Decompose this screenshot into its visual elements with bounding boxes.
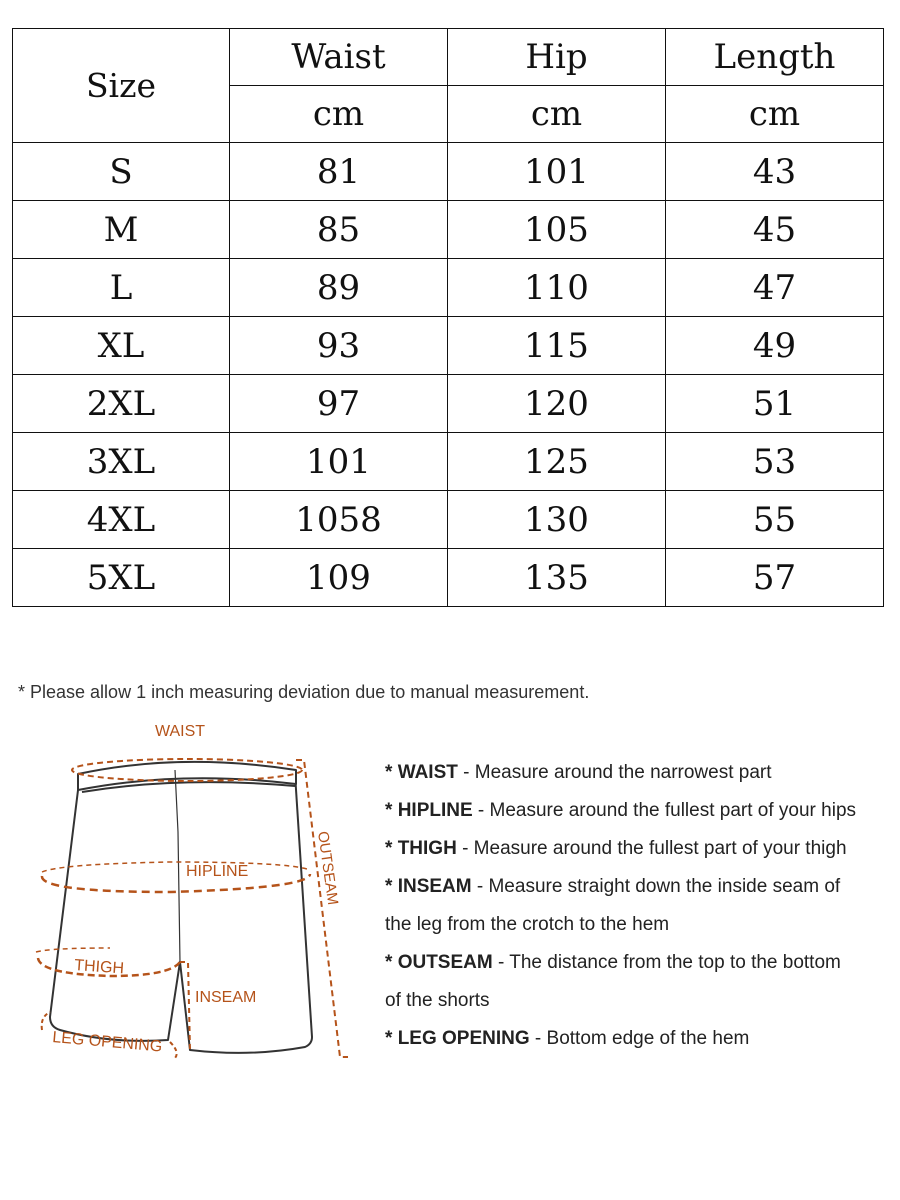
size-cell: M (13, 201, 230, 259)
waist-cell: 1058 (230, 491, 448, 549)
measurement-definitions (385, 754, 895, 1058)
waist-cell: 101 (230, 433, 448, 491)
hip-cell: 105 (448, 201, 666, 259)
definition-text: - Measure around the fullest part of your thigh (456, 838, 847, 859)
shorts-outline (50, 762, 312, 1053)
waist-cell: 85 (230, 201, 448, 259)
size-chart-table (12, 28, 884, 607)
definition-term: HIPLINE (397, 800, 473, 821)
definition-inseam: * INSEAM - Measure straight down the inside seam of (385, 876, 841, 897)
waist-cell: 97 (230, 375, 448, 433)
length-cell: 51 (666, 375, 884, 433)
table-row (13, 317, 884, 375)
definition-outseam: * OUTSEAM - The distance from the top to the bottom (385, 952, 841, 973)
waist-label: WAIST (155, 723, 206, 740)
leg-opening-label: LEG OPENING (51, 1029, 163, 1056)
definition-text: - The distance from the top to the bottom (492, 952, 841, 973)
hip-cell: 115 (448, 317, 666, 375)
length-cell: 49 (666, 317, 884, 375)
size-cell: 3XL (13, 433, 230, 491)
length-cell: 47 (666, 259, 884, 317)
definition-text: - Measure around the fullest part of your hips (472, 800, 857, 821)
waist-cell: 89 (230, 259, 448, 317)
table-row (13, 375, 884, 433)
size-cell: 4XL (13, 491, 230, 549)
definition-term: LEG OPENING (397, 1028, 530, 1049)
size-column-header: Size (13, 29, 230, 143)
table-row (13, 491, 884, 549)
measurement-note: * Please allow 1 inch measuring deviation due to manual measurement. (18, 682, 590, 702)
hip-cell: 110 (448, 259, 666, 317)
definition-waist: * WAIST - Measure around the narrowest part (385, 762, 772, 783)
waist-unit: cm (230, 86, 448, 143)
definition-term: OUTSEAM (397, 952, 493, 973)
table-row (13, 433, 884, 491)
hip-cell: 130 (448, 491, 666, 549)
shorts-measurement-diagram (20, 712, 370, 1082)
definition-text: - Bottom edge of the hem (529, 1028, 750, 1049)
definition-term: WAIST (397, 762, 458, 783)
definition-term: THIGH (397, 838, 457, 859)
definition-inseam-continued: the leg from the crotch to the hem (385, 914, 670, 935)
thigh-label: THIGH (73, 957, 125, 978)
definition-hipline: * HIPLINE - Measure around the fullest part of your hips (385, 800, 857, 821)
inseam-label: INSEAM (195, 989, 257, 1006)
size-cell: 2XL (13, 375, 230, 433)
outseam-label: OUTSEAM (314, 830, 342, 907)
hip-cell: 135 (448, 549, 666, 607)
table-header-row (13, 29, 884, 86)
definition-leg-opening: * LEG OPENING - Bottom edge of the hem (385, 1028, 750, 1049)
definition-thigh: * THIGH - Measure around the fullest part of your thigh (385, 838, 847, 859)
waist-cell: 81 (230, 143, 448, 201)
size-cell: S (13, 143, 230, 201)
table-row (13, 549, 884, 607)
definition-text: - Measure around the narrowest part (457, 762, 772, 783)
hip-cell: 120 (448, 375, 666, 433)
size-cell: 5XL (13, 549, 230, 607)
hip-unit: cm (448, 86, 666, 143)
size-cell: XL (13, 317, 230, 375)
length-cell: 45 (666, 201, 884, 259)
length-cell: 43 (666, 143, 884, 201)
hip-column-header: Hip (448, 29, 666, 86)
hip-cell: 101 (448, 143, 666, 201)
length-column-header: Length (666, 29, 884, 86)
table-row (13, 201, 884, 259)
hipline-label: HIPLINE (186, 863, 249, 880)
length-cell: 53 (666, 433, 884, 491)
length-unit: cm (666, 86, 884, 143)
table-row (13, 143, 884, 201)
waist-column-header: Waist (230, 29, 448, 86)
length-cell: 57 (666, 549, 884, 607)
definition-term: INSEAM (397, 876, 472, 897)
definition-outseam-continued: of the shorts (385, 990, 490, 1011)
hip-cell: 125 (448, 433, 666, 491)
waist-cell: 93 (230, 317, 448, 375)
waist-cell: 109 (230, 549, 448, 607)
length-cell: 55 (666, 491, 884, 549)
table-row (13, 259, 884, 317)
definition-text: - Measure straight down the inside seam of (471, 876, 841, 897)
size-cell: L (13, 259, 230, 317)
